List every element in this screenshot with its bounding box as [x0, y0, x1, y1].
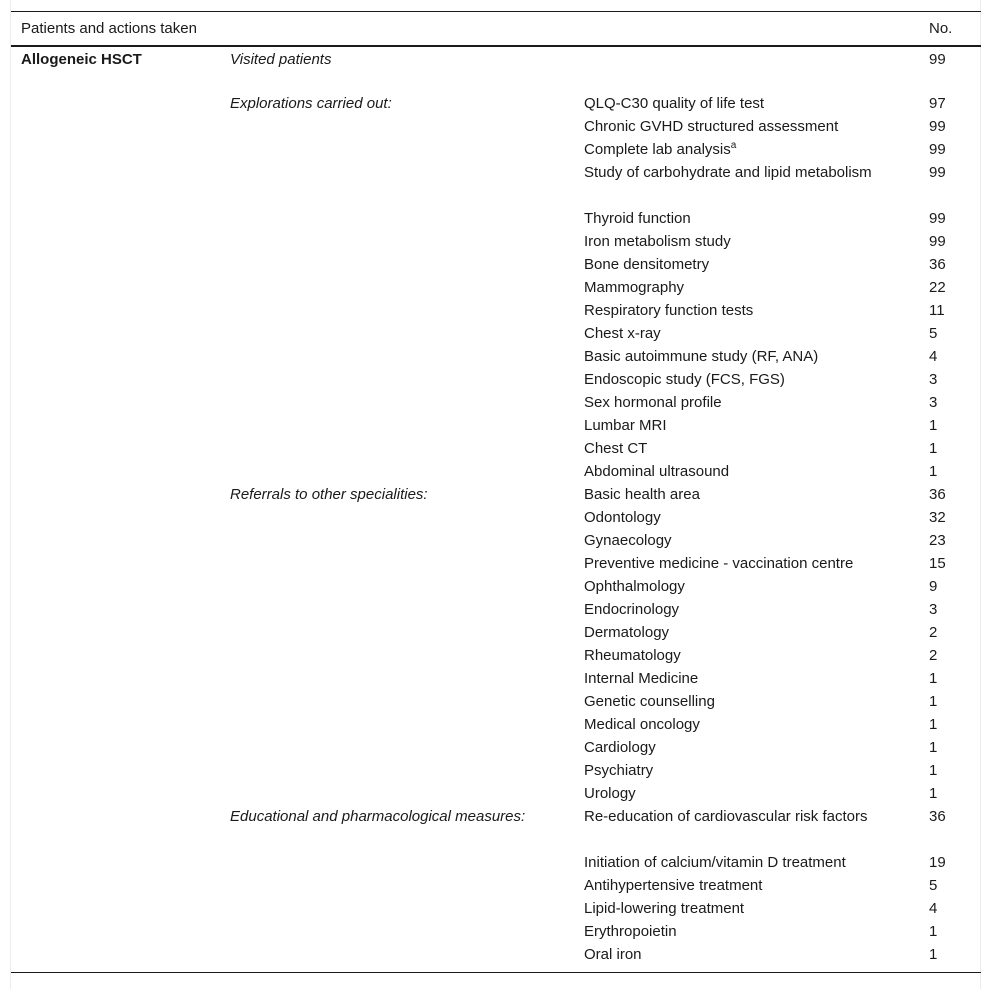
item-name-text: Bone densitometry [584, 256, 710, 273]
item-name-text: Rheumatology [584, 647, 681, 664]
item-name [574, 944, 919, 973]
empty-cell [11, 691, 220, 714]
item-name [574, 277, 919, 300]
item-name-text: Gynaecology [584, 532, 672, 549]
item-name [574, 392, 919, 415]
table-row [11, 599, 981, 622]
empty-cell [11, 231, 220, 254]
item-name [574, 645, 919, 668]
item-count: 9 [929, 578, 938, 595]
item-name-text: Medical oncology [584, 716, 700, 733]
item-count: 4 [929, 348, 938, 365]
empty-cell [220, 415, 574, 438]
item-name-text: Iron metabolism study [584, 233, 731, 250]
item-name-text: Basic autoimmune study (RF, ANA) [584, 348, 819, 365]
empty-cell [220, 277, 574, 300]
empty-cell [220, 208, 574, 231]
item-count: 1 [929, 785, 938, 802]
header-patients-actions: Patients and actions taken [21, 20, 197, 37]
table-row [11, 944, 981, 973]
item-name [574, 208, 919, 231]
empty-cell [220, 668, 574, 691]
header-blank-2 [574, 12, 919, 47]
table-row [11, 277, 981, 300]
empty-cell [11, 208, 220, 231]
empty-cell [220, 162, 574, 208]
table-row [11, 737, 981, 760]
item-name [574, 369, 919, 392]
empty-cell [11, 622, 220, 645]
item-name-text: Oral iron [584, 946, 642, 963]
empty-cell [11, 783, 220, 806]
empty-cell [220, 116, 574, 139]
item-name [574, 576, 919, 599]
empty-cell [220, 254, 574, 277]
table-row [11, 93, 981, 116]
item-name [574, 783, 919, 806]
empty-cell [11, 116, 220, 139]
item-name-text: Lipid-lowering treatment [584, 900, 745, 917]
item-count: 99 [929, 233, 946, 250]
item-name [574, 116, 919, 139]
item-name [574, 139, 919, 162]
header-blank-1 [220, 12, 574, 47]
empty-cell [11, 254, 220, 277]
item-count: 5 [929, 325, 938, 342]
item-name [574, 760, 919, 783]
item-count: 32 [929, 509, 946, 526]
item-count: 2 [929, 624, 938, 641]
item-count: 36 [929, 486, 946, 503]
empty-cell [220, 461, 574, 484]
item-name [574, 806, 919, 852]
item-name [574, 599, 919, 622]
item-name [574, 300, 919, 323]
empty-cell [11, 944, 220, 973]
item-name-text: Endoscopic study (FCS, FGS) [584, 371, 785, 388]
table-row [11, 783, 981, 806]
empty-cell [11, 162, 220, 208]
item-count: 22 [929, 279, 946, 296]
item-name [574, 852, 919, 875]
item-name [574, 553, 919, 576]
empty-cell [11, 300, 220, 323]
item-name [574, 93, 919, 116]
item-name-text: Respiratory function tests [584, 302, 754, 319]
item-name [574, 254, 919, 277]
item-name-text: Complete lab analysis [584, 141, 731, 158]
item-count: 1 [929, 923, 938, 940]
empty-cell [11, 806, 220, 852]
item-name [574, 323, 919, 346]
table-row [11, 162, 981, 208]
table-row [11, 553, 981, 576]
table-row [11, 622, 981, 645]
visited-patients-count: 99 [929, 51, 946, 68]
table-row [11, 254, 981, 277]
item-count: 5 [929, 877, 938, 894]
item-count: 1 [929, 946, 938, 963]
item-name [574, 898, 919, 921]
item-name [574, 346, 919, 369]
empty-cell [220, 576, 574, 599]
empty-cell [11, 875, 220, 898]
item-count: 2 [929, 647, 938, 664]
section-label: Educational and pharmacological measures: [230, 808, 526, 825]
empty-cell [11, 668, 220, 691]
item-name [574, 438, 919, 461]
item-name [574, 921, 919, 944]
item-count: 1 [929, 716, 938, 733]
empty-cell [11, 415, 220, 438]
item-name [574, 668, 919, 691]
table-row [11, 346, 981, 369]
item-count: 99 [929, 141, 946, 158]
item-count: 19 [929, 854, 946, 871]
item-name-text: Cardiology [584, 739, 656, 756]
patients-actions-table [11, 11, 981, 973]
empty-cell [220, 898, 574, 921]
item-name [574, 415, 919, 438]
item-count: 97 [929, 95, 946, 112]
empty-cell [11, 461, 220, 484]
item-count: 1 [929, 693, 938, 710]
empty-cell [11, 323, 220, 346]
empty-cell [220, 231, 574, 254]
table-row [11, 392, 981, 415]
empty-cell [11, 576, 220, 599]
item-count: 1 [929, 440, 938, 457]
table-row [11, 369, 981, 392]
item-name-text: Urology [584, 785, 636, 802]
empty-cell [220, 139, 574, 162]
empty-cell [11, 438, 220, 461]
header-count: No. [929, 20, 953, 37]
table-row [11, 300, 981, 323]
empty-cell [574, 46, 919, 93]
item-count: 36 [929, 256, 946, 273]
item-name-text: Internal Medicine [584, 670, 699, 687]
item-name [574, 530, 919, 553]
empty-cell [11, 346, 220, 369]
table-row [11, 139, 981, 162]
item-name [574, 162, 919, 208]
empty-cell [11, 852, 220, 875]
table-row [11, 875, 981, 898]
item-name-text: Chronic GVHD structured assessment [584, 118, 839, 135]
item-name [574, 691, 919, 714]
empty-cell [11, 139, 220, 162]
section-label: Explorations carried out: [230, 95, 392, 112]
empty-cell [220, 714, 574, 737]
item-name-text: Thyroid function [584, 210, 691, 227]
section-label: Referrals to other specialities: [230, 486, 428, 503]
item-name-text: Chest x-ray [584, 325, 661, 342]
item-name-text: Initiation of calcium/vitamin D treatment [584, 854, 846, 871]
item-name-text: Antihypertensive treatment [584, 877, 763, 894]
item-name-text: Ophthalmology [584, 578, 685, 595]
empty-cell [220, 783, 574, 806]
empty-cell [220, 852, 574, 875]
item-name-text: Dermatology [584, 624, 670, 641]
item-name-text: Erythropoietin [584, 923, 677, 940]
item-name [574, 231, 919, 254]
item-count: 1 [929, 739, 938, 756]
empty-cell [220, 346, 574, 369]
item-name [574, 622, 919, 645]
table-row [11, 576, 981, 599]
item-name-text: Sex hormonal profile [584, 394, 722, 411]
empty-cell [220, 507, 574, 530]
empty-cell [220, 622, 574, 645]
empty-cell [11, 553, 220, 576]
table-row [11, 116, 981, 139]
empty-cell [11, 921, 220, 944]
empty-cell [220, 737, 574, 760]
empty-cell [11, 507, 220, 530]
table-row [11, 46, 981, 93]
empty-cell [11, 369, 220, 392]
empty-cell [220, 553, 574, 576]
visited-patients-label: Visited patients [230, 51, 332, 68]
item-name [574, 714, 919, 737]
empty-cell [11, 760, 220, 783]
table-row [11, 691, 981, 714]
item-name [574, 875, 919, 898]
table-row [11, 323, 981, 346]
item-name [574, 507, 919, 530]
empty-cell [11, 645, 220, 668]
item-count: 11 [929, 302, 945, 319]
empty-cell [220, 760, 574, 783]
item-count: 15 [929, 555, 946, 572]
table-row [11, 852, 981, 875]
empty-cell [220, 599, 574, 622]
footnote-marker: a [730, 140, 737, 151]
item-name-text: Odontology [584, 509, 661, 526]
empty-cell [220, 438, 574, 461]
item-name [574, 484, 919, 507]
item-count: 99 [929, 164, 946, 181]
table-row [11, 530, 981, 553]
empty-cell [220, 645, 574, 668]
table-row [11, 921, 981, 944]
table-row [11, 714, 981, 737]
table-header-row [11, 12, 981, 47]
empty-cell [11, 714, 220, 737]
table-row [11, 507, 981, 530]
item-name-text: Lumbar MRI [584, 417, 667, 434]
table-row [11, 415, 981, 438]
item-name [574, 461, 919, 484]
item-count: 36 [929, 808, 946, 825]
item-count: 1 [929, 762, 938, 779]
empty-cell [11, 484, 220, 507]
item-name-text: QLQ-C30 quality of life test [584, 95, 765, 112]
item-count: 3 [929, 601, 938, 618]
table-row [11, 668, 981, 691]
empty-cell [11, 599, 220, 622]
item-count: 3 [929, 394, 938, 411]
table-row [11, 898, 981, 921]
item-name-text: Endocrinology [584, 601, 680, 618]
item-name [574, 737, 919, 760]
table-row [11, 645, 981, 668]
empty-cell [220, 369, 574, 392]
empty-cell [11, 277, 220, 300]
item-count: 99 [929, 210, 946, 227]
group-label: Allogeneic HSCT [21, 51, 142, 68]
item-count: 1 [929, 417, 938, 434]
table-body [11, 46, 981, 973]
item-count: 1 [929, 670, 938, 687]
item-count: 99 [929, 118, 946, 135]
item-name-text: Mammography [584, 279, 685, 296]
item-name-text: Psychiatry [584, 762, 654, 779]
table-row [11, 806, 981, 852]
empty-cell [220, 691, 574, 714]
table-row [11, 760, 981, 783]
empty-cell [11, 392, 220, 415]
empty-cell [220, 921, 574, 944]
empty-cell [220, 300, 574, 323]
item-name-text: Chest CT [584, 440, 648, 457]
empty-cell [11, 737, 220, 760]
table-row [11, 461, 981, 484]
item-name-text: Genetic counselling [584, 693, 715, 710]
table-row [11, 484, 981, 507]
empty-cell [220, 875, 574, 898]
item-name-text: Study of carbohydrate and lipid metabolism [584, 164, 872, 181]
item-name-text: Preventive medicine - vaccination centre [584, 555, 854, 572]
item-name-text: Basic health area [584, 486, 700, 503]
table-row [11, 208, 981, 231]
empty-cell [11, 898, 220, 921]
item-count: 3 [929, 371, 938, 388]
item-count: 1 [929, 463, 938, 480]
table-row [11, 231, 981, 254]
empty-cell [220, 944, 574, 973]
empty-cell [11, 93, 220, 116]
empty-cell [220, 530, 574, 553]
item-name-text: Re-education of cardiovascular risk factors [584, 808, 868, 825]
table-row [11, 438, 981, 461]
item-count: 4 [929, 900, 938, 917]
item-count: 23 [929, 532, 946, 549]
empty-cell [220, 323, 574, 346]
empty-cell [11, 530, 220, 553]
item-name-text: Abdominal ultrasound [584, 463, 730, 480]
empty-cell [220, 392, 574, 415]
